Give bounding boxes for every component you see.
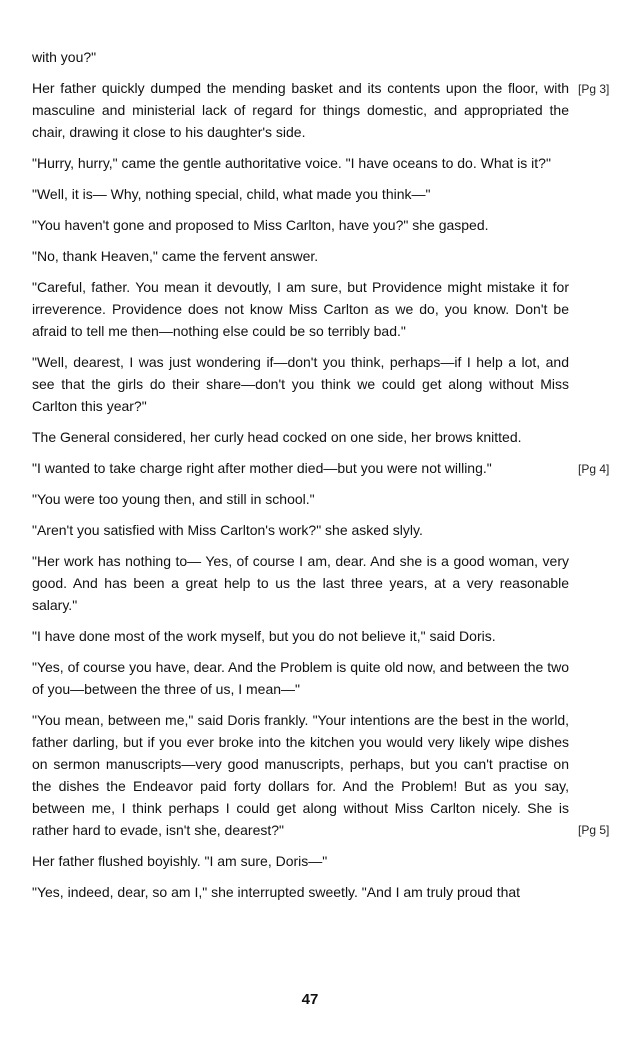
paragraph bbox=[32, 881, 569, 903]
paragraph-text: "You haven't gone and proposed to Miss Carlton, have you?" she gasped. bbox=[32, 217, 489, 233]
paragraph bbox=[32, 709, 610, 841]
paragraph-text: "Yes, of course you have, dear. And the Problem is quite old now, and between the two of you—between the three of us, I mean—" bbox=[32, 659, 569, 697]
paragraph-text: "Well, it is— Why, nothing special, child, what made you think—" bbox=[32, 186, 431, 202]
paragraph bbox=[32, 850, 569, 872]
paragraph-text: "Hurry, hurry," came the gentle authoritative voice. "I have oceans to do. What is it?" bbox=[32, 155, 551, 171]
paragraph-text: "You were too young then, and still in school." bbox=[32, 491, 315, 507]
paragraph-text: Her father flushed boyishly. "I am sure, Doris—" bbox=[32, 853, 328, 869]
paragraph bbox=[32, 183, 569, 205]
paragraph bbox=[32, 152, 569, 174]
paragraph-text: "Her work has nothing to— Yes, of course I am, dear. And she is a good woman, very good. And has been a great help to us the last three years, at a very reasonable salary." bbox=[32, 553, 569, 613]
paragraph bbox=[32, 625, 569, 647]
paragraph bbox=[32, 457, 610, 479]
paragraph-text: Her father quickly dumped the mending basket and its contents upon the floor, with masculine and ministerial lack of regard for things domestic, and appropriated the chair, drawing it close to his daughter's side. bbox=[32, 80, 569, 140]
paragraph bbox=[32, 245, 569, 267]
paragraph-text: "I have done most of the work myself, but you do not believe it," said Doris. bbox=[32, 628, 496, 644]
paragraph-text: "Aren't you satisfied with Miss Carlton's work?" she asked slyly. bbox=[32, 522, 423, 538]
paragraph-text: "You mean, between me," said Doris frankly. "Your intentions are the best in the world, father darling, but if you ever broke into the kitchen you would very likely wipe dishes on sermon manuscripts—very good manuscripts, perhaps, but you can't practise on the dishes the Endeavor paid forty dollars for. And the Problem! But as you say, between me, I think perhaps I could get along without Miss Carlton nicely. She is rather hard to evade, isn't she, dearest?" bbox=[32, 712, 569, 838]
page-anchor-marker: [Pg 5] bbox=[578, 823, 610, 837]
paragraph-text: with you?" bbox=[32, 49, 97, 65]
paragraph-text: "Well, dearest, I was just wondering if—don't you think, perhaps—if I help a lot, and see that the girls do their share—don't you think we could get along without Miss Carlton this year?" bbox=[32, 354, 569, 414]
page-anchor-marker: [Pg 4] bbox=[578, 462, 610, 476]
paragraph-text: "No, thank Heaven," came the fervent answer. bbox=[32, 248, 319, 264]
paragraph bbox=[32, 519, 569, 541]
paragraph bbox=[32, 351, 569, 417]
paragraph bbox=[32, 77, 610, 143]
paragraph bbox=[32, 426, 569, 448]
page-number: 47 bbox=[301, 991, 319, 1008]
paragraph bbox=[32, 46, 569, 68]
paragraph-text: "Careful, father. You mean it devoutly, I am sure, but Providence might mistake it for irreverence. Providence does not know Miss Carlton as we do, you know. Don't be afraid to tell me then—nothing else could be so terribly bad." bbox=[32, 279, 569, 339]
paragraph bbox=[32, 656, 569, 700]
paragraph-text: The General considered, her curly head cocked on one side, her brows knitted. bbox=[32, 429, 522, 445]
paragraph bbox=[32, 276, 569, 342]
paragraph-text: "I wanted to take charge right after mother died—but you were not willing." bbox=[32, 460, 492, 476]
paragraph bbox=[32, 550, 569, 616]
text-column bbox=[32, 46, 610, 912]
paragraph bbox=[32, 488, 569, 510]
page-anchor-marker: [Pg 3] bbox=[578, 82, 610, 96]
paragraph-text: "Yes, indeed, dear, so am I," she interrupted sweetly. "And I am truly proud that bbox=[32, 884, 521, 900]
paragraph bbox=[32, 214, 569, 236]
